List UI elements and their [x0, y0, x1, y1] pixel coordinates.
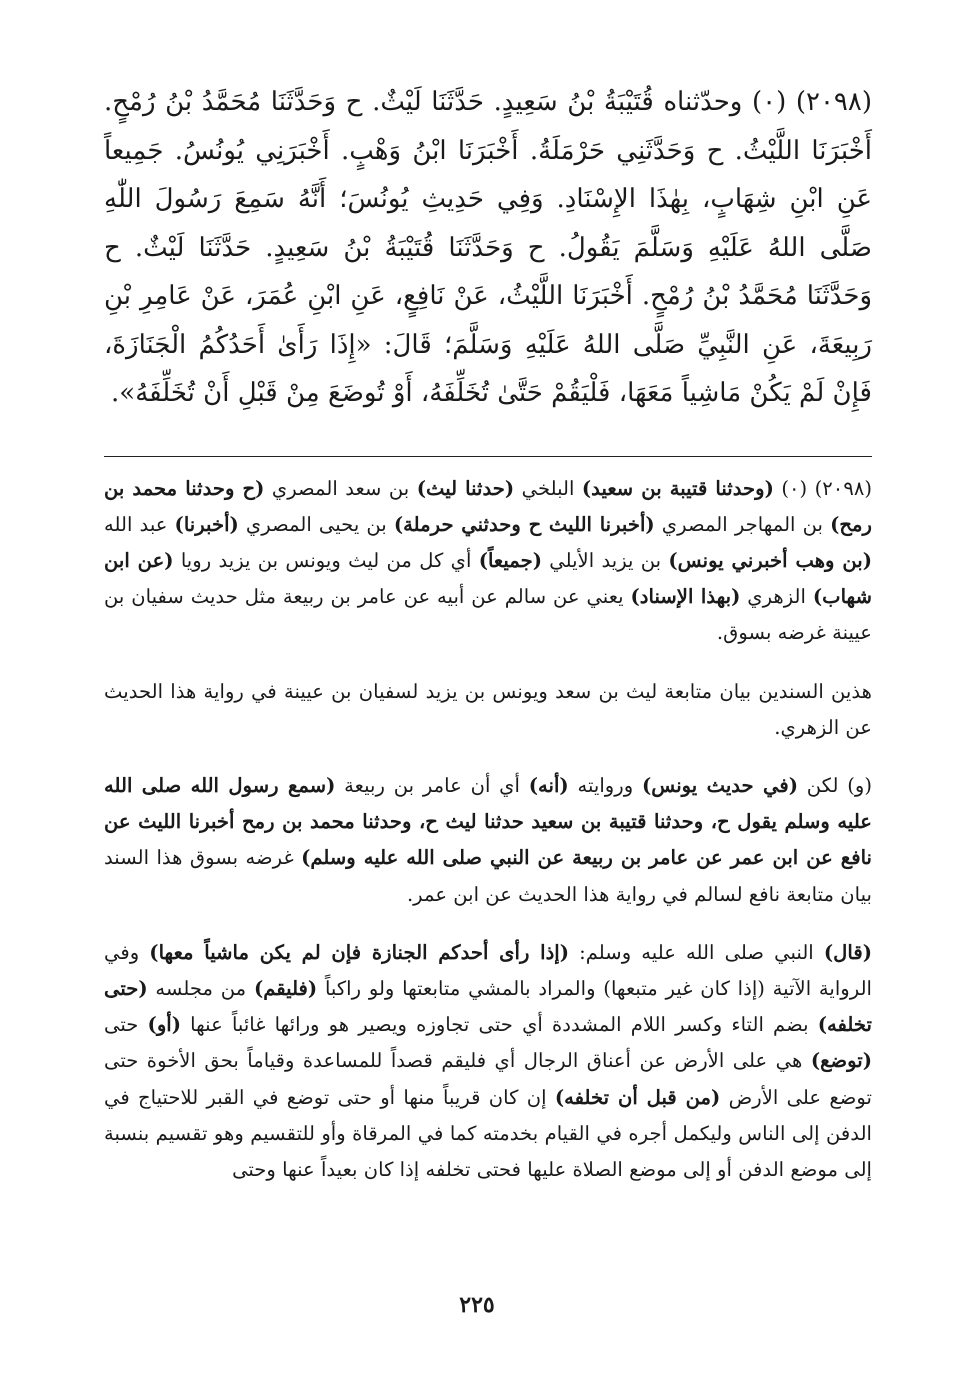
bold-run: (حتى تخلفه)	[104, 976, 873, 1037]
bold-run: (بن وهب أخبرني يونس)	[668, 548, 872, 572]
bold-run: (توضع)	[810, 1049, 872, 1073]
bold-run: (أنه)	[528, 773, 569, 797]
hadith-text: (٢٠٩٨) (٠) وحدّثناه قُتَيْبَةُ بْنُ سَعِيدٍ. حَدَّثَنَا لَيْثٌ. ح وَحَدَّثَنَا مُحَمَّدُ بْنُ رُمْحٍ. أَخْبَرَنَا اللَّيْثُ. ح وَحَدَّثَنِي حَرْمَلَةُ. أَخْبَرَنَا ابْنُ وَهْبٍ. أَخْبَرَنِي يُونُسُ. جَمِيعاً عَنِ ابْنِ شِهَابٍ، بِهٰذَا الإِسْنَادِ. وَفِي حَدِيثِ يُونُسَ؛ أَنَّهُ سَمِعَ رَسُولَ اللّٰهِ صَلَّى اللهُ عَلَيْهِ وَسَلَّمَ يَقُولُ. ح وَحَدَّثَنَا قُتَيْبَةُ بْنُ سَعِيدٍ. حَدَّثَنَا لَيْثٌ. ح وَحَدَّثَنَا مُحَمَّدُ بْنُ رُمْحٍ. أَخْبَرَنَا اللَّيْثُ، عَنْ نَافِعٍ، عَنِ ابْنِ عُمَرَ، عَنْ عَامِرِ بْنِ رَبِيعَةَ، عَنِ النَّبِيِّ صَلَّى اللهُ عَلَيْهِ وَسَلَّمَ؛ قَالَ: «إِذَا رَأَىٰ أَحَدُكُمُ الْجَنَازَةَ، فَإِنْ لَمْ يَكُنْ مَاشِياً مَعَهَا، فَلْيَقُمْ حَتَّىٰ تُخَلِّفَهُ، أَوْ تُوضَعَ مِنْ قَبْلِ أَنْ تُخَلِّفَهُ».	[104, 87, 872, 408]
text-run: أي أن عامر بن ربيعة	[335, 773, 529, 797]
text-run: وروايته	[568, 773, 642, 797]
bold-run: (في حديث يونس)	[641, 773, 798, 797]
text-run: بضم التاء وكسر اللام المشددة أي حتى تجاوزه ويصير هو ورائها غائباً عنها	[181, 1013, 818, 1037]
text-run: يعني عن سالم عن أبيه عن عامر بن ربيعة مثل حديث سفيان بن عيينة غرضه بسوق.	[104, 585, 872, 645]
text-run: بن يحيى المصري	[238, 512, 394, 536]
text-run: الزهري	[740, 585, 813, 609]
bold-run: (جميعاً)	[478, 548, 543, 572]
commentary-paragraph-3	[104, 768, 872, 913]
text-run: إن كان قريباً منها أو حتى توضع في القبر للاحتياج في الدفن إلى الناس وليكمل أجره في القيام بخدمته كما في المرقاة وأو للتقسيم وهو تقسيم بنسبة إلى موضع الدفن أو إلى موضع الصلاة عليها فحتى تخلفه إذا كان بعيداً عنها وحتى	[104, 1085, 872, 1181]
bold-run: (سمع رسول الله صلى الله عليه وسلم يقول ح، وحدثنا قتيبة بن سعيد حدثنا ليث ح، وحدثنا محمد بن رمح أخبرنا الليث عن نافع عن ابن عمر عن عامر بن ربيعة عن النبي صلى الله عليه وسلم)	[104, 773, 872, 870]
text-run: وفي الرواية الآتية (إذا كان غير متبعها) والمراد بالمشي متابعتها ولو راكباً	[104, 940, 872, 1000]
text-run: (٢٠٩٨) (٠)	[773, 476, 873, 500]
bold-run: (فليقم)	[253, 976, 318, 1000]
text-run: البلخي	[514, 476, 582, 500]
bold-run: (أخبرنا)	[174, 512, 239, 536]
bold-run: (بهذا الإسناد)	[630, 585, 741, 609]
bold-run: (عن ابن شهاب)	[104, 548, 872, 609]
text-run: عبد الله	[104, 512, 175, 536]
text-run: حتى	[104, 1013, 148, 1037]
text-run: من مجلسه	[147, 976, 254, 1000]
text-run: (و) لكن	[798, 773, 872, 797]
text-run: النبي صلى الله عليه وسلم:	[569, 940, 824, 964]
text-run: بن المهاجر المصري	[654, 512, 831, 536]
text-run: بن يزيد الأيلي	[542, 548, 669, 572]
bold-run: (إذا رأى أحدكم الجنازة فإن لم يكن ماشياً معها)	[149, 940, 570, 964]
page-number: ٢٢٥	[459, 1292, 495, 1318]
commentary-paragraph-4	[104, 935, 872, 1188]
bold-run: (قال)	[823, 940, 872, 964]
bold-run: (أخبرنا الليث ح وحدثني حرملة)	[393, 512, 655, 536]
text-run: غرضه بسوق هذا السند بيان متابعة نافع لسالم في رواية هذا الحديث عن ابن عمر.	[104, 846, 872, 906]
text-run: هذين السندين بيان متابعة ليث بن سعد ويونس بن يزيد لسفيان بن عيينة في رواية هذا الحديث عن الزهري.	[104, 679, 872, 739]
bold-run: (ح وحدثنا محمد بن رمح)	[104, 476, 872, 536]
footnote-divider	[104, 456, 872, 457]
bold-run: (حدثنا ليث)	[416, 476, 515, 500]
bold-run: (من قبل أن تخلفه)	[554, 1085, 721, 1109]
bold-run: (أو)	[147, 1013, 181, 1037]
text-run: هي على الأرض عن أعناق الرجال أي فليقم قصداً للمساعدة وقياماً بحق الأخوة حتى توضع على الأرض	[104, 1049, 873, 1109]
commentary-section	[104, 471, 872, 1189]
commentary-paragraph-2	[104, 674, 872, 746]
commentary-paragraph-1	[104, 471, 872, 652]
text-run: بن سعد المصري	[264, 476, 417, 500]
bold-run: (وحدثنا قتيبة بن سعيد)	[581, 476, 774, 500]
text-run: أي كل من ليث ويونس بن يزيد رويا	[173, 548, 479, 572]
